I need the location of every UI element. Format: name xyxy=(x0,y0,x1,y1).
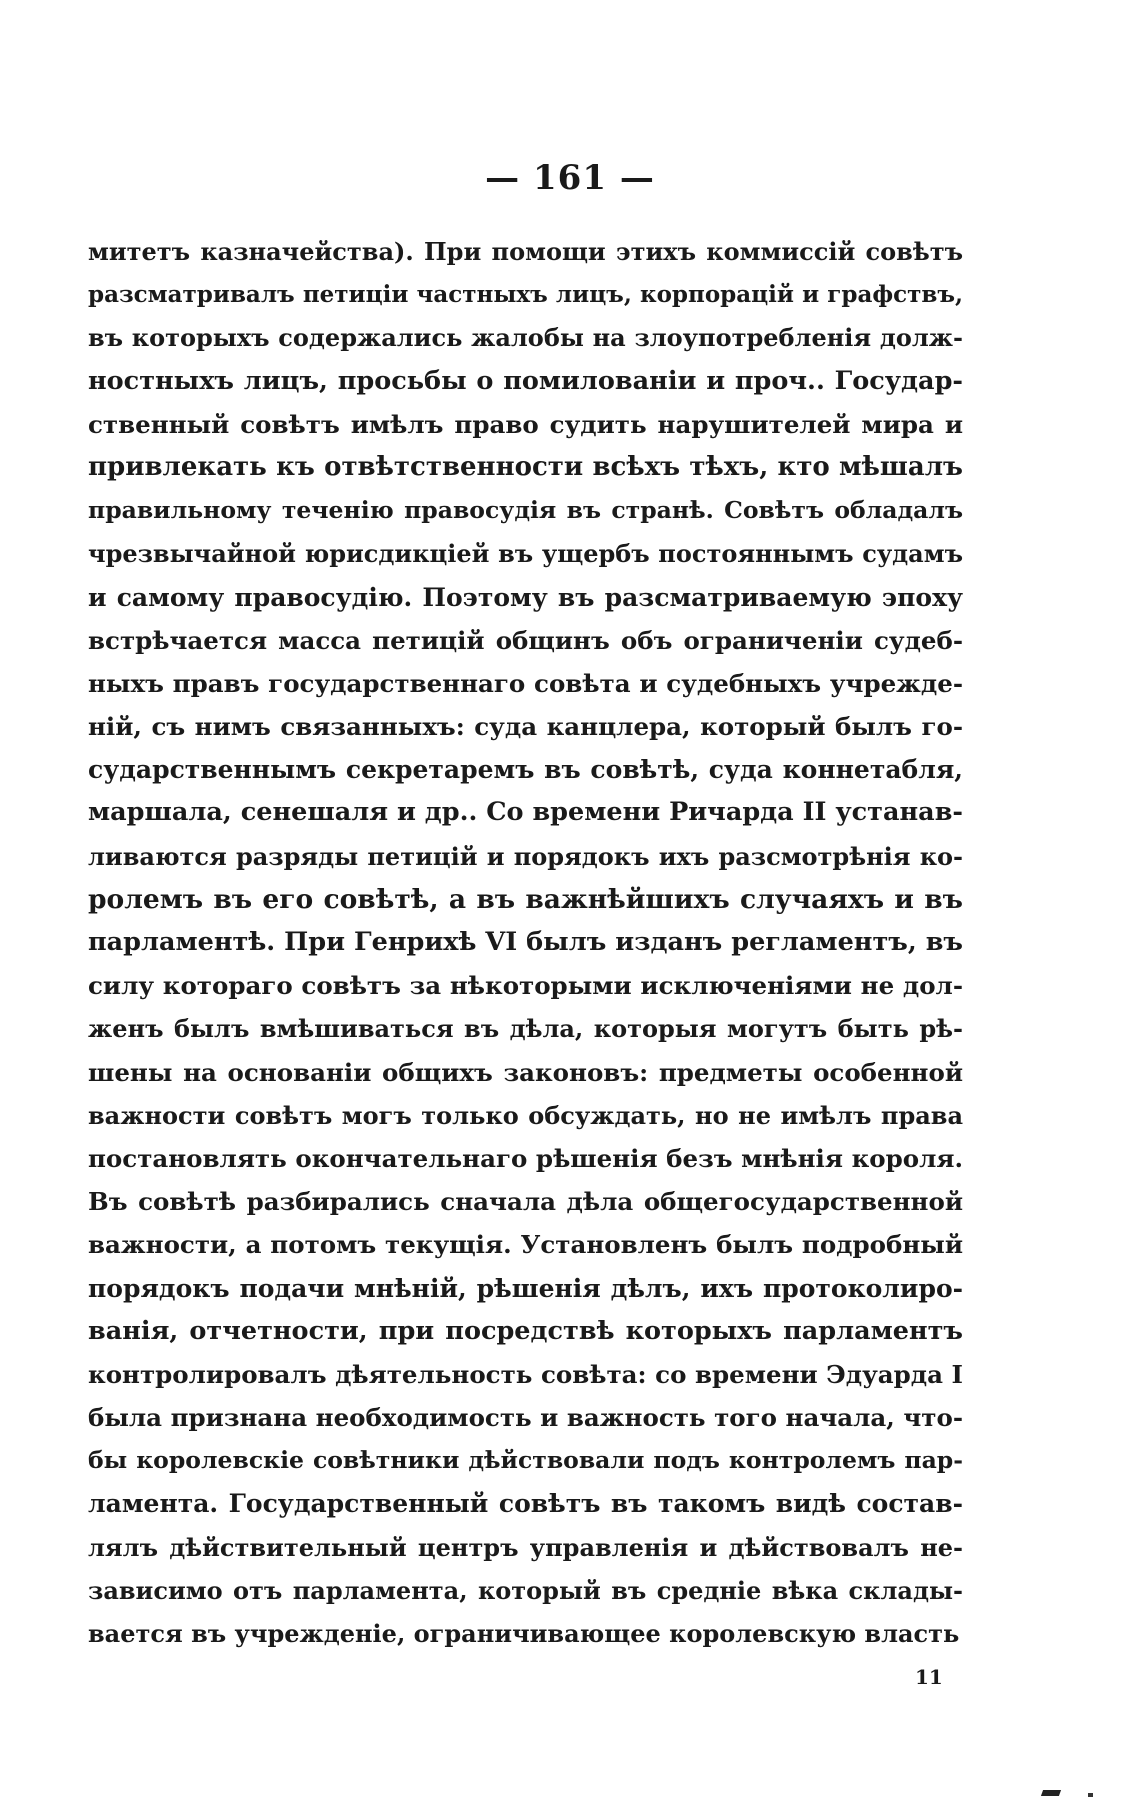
text-line: правильному теченію правосудія въ странѣ. Совѣтъ обладалъ xyxy=(88,496,963,525)
text-line: зависимо отъ парламента, который въ средніе вѣка склады- xyxy=(88,1575,963,1605)
text-line: ностныхъ лицъ, просьбы о помилованіи и проч.. Государ- xyxy=(88,365,963,396)
text-line: ванія, отчетности, при посредствѣ которыхъ парламентъ xyxy=(88,1315,963,1346)
text-line: митетъ казначейства). При помощи этихъ коммиссій совѣтъ xyxy=(88,237,963,266)
text-line: ныхъ правъ государственнаго совѣта и судебныхъ учрежде- xyxy=(88,668,963,698)
text-line: ламента. Государственный совѣтъ въ такомъ видѣ состав- xyxy=(88,1489,963,1519)
text-line: чрезвычайной юрисдикціей въ ущербъ постояннымъ судамъ xyxy=(88,539,963,569)
text-line: лялъ дѣйствительный центръ управленія и дѣйствовалъ не- xyxy=(88,1532,963,1562)
text-line: и самому правосудію. Поэтому въ разсматриваемую эпоху xyxy=(88,582,963,612)
signature-mark: 11 xyxy=(915,1665,943,1689)
text-line: женъ былъ вмѣшиваться въ дѣла, которыя могутъ быть рѣ- xyxy=(88,1014,963,1044)
text-line: была признана необходимость и важность того начала, что- xyxy=(88,1403,963,1433)
text-line: ролемъ въ его совѣтѣ, а въ важнѣйшихъ случаяхъ и въ xyxy=(88,883,963,915)
text-line: постановлять окончательнаго рѣшенія безъ мнѣнія короля. xyxy=(88,1143,963,1173)
text-line: ній, съ нимъ связанныхъ: суда канцлера, который былъ го- xyxy=(88,712,963,742)
text-line: порядокъ подачи мнѣній, рѣшенія дѣлъ, ихъ протоколиро- xyxy=(88,1273,963,1303)
text-line: контролировалъ дѣятельность совѣта: со времени Эдуарда I xyxy=(88,1359,963,1389)
body-text xyxy=(88,230,963,1655)
text-line: парламентѣ. При Генрихѣ VI былъ изданъ регламентъ, въ xyxy=(88,927,963,957)
text-line: важности совѣтъ могъ только обсуждать, но не имѣлъ права xyxy=(88,1100,963,1130)
text-line: силу котораго совѣтъ за нѣкоторыми исключеніями не дол- xyxy=(88,971,963,1001)
text-line: ливаются разряды петицій и порядокъ ихъ разсмотрѣнія ко- xyxy=(88,841,963,871)
text-line: бы королевскіе совѣтники дѣйствовали подъ контролемъ пар- xyxy=(88,1446,963,1475)
scan-dot xyxy=(1088,1793,1093,1797)
text-line: важности, а потомъ текущія. Установленъ былъ подробный xyxy=(88,1230,963,1260)
scan-mark xyxy=(1041,1790,1061,1796)
text-line: ственный совѣтъ имѣлъ право судить нарушителей мира и xyxy=(88,409,963,439)
text-line: встрѣчается масса петицій общинъ объ ограниченіи судеб- xyxy=(88,625,963,655)
text-line: вается въ учрежденіе, ограничивающее королевскую власть xyxy=(88,1619,960,1648)
text-line: въ которыхъ содержались жалобы на злоупотребленія долж- xyxy=(88,323,963,353)
text-line: Въ совѣтѣ разбирались сначала дѣла общегосударственной xyxy=(88,1187,963,1217)
text-line: шены на основаніи общихъ законовъ: предметы особенной xyxy=(88,1057,963,1087)
text-line: разсматривалъ петиціи частныхъ лицъ, корпорацій и графствъ, xyxy=(88,281,963,309)
page-number: — 161 — xyxy=(485,158,655,198)
text-line: привлекать къ отвѣтственности всѣхъ тѣхъ, кто мѣшалъ xyxy=(88,451,963,482)
text-line: маршала, сенешаля и др.. Со времени Ричарда II устанав- xyxy=(88,797,963,828)
text-line: сударственнымъ секретаремъ въ совѣтѣ, суда коннетабля, xyxy=(88,755,963,785)
